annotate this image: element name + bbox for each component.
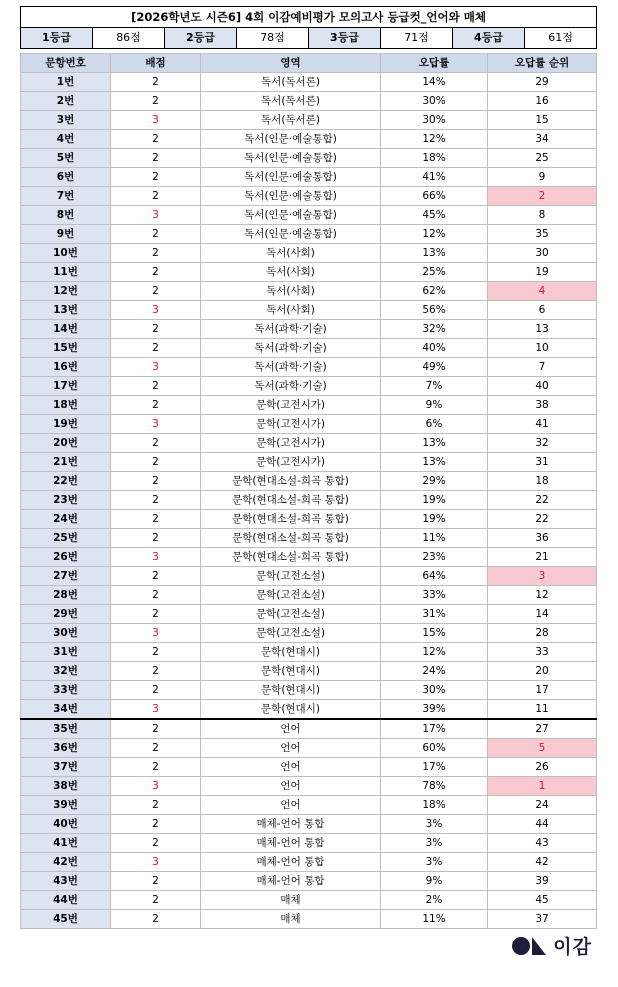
- points-cell: 2: [111, 910, 201, 929]
- grade-score: 71점: [381, 28, 453, 49]
- question-number-cell: 32번: [21, 662, 111, 681]
- table-row: [21, 206, 597, 225]
- points-cell: 2: [111, 320, 201, 339]
- error-rate-cell: 66%: [381, 187, 488, 206]
- error-rank-cell: 39: [488, 872, 597, 891]
- table-row: [21, 187, 597, 206]
- error-rate-cell: 14%: [381, 73, 488, 92]
- question-number-cell: 1번: [21, 73, 111, 92]
- error-rank-cell: 5: [488, 739, 597, 758]
- question-number-cell: 43번: [21, 872, 111, 891]
- question-number-cell: 2번: [21, 92, 111, 111]
- points-cell: 2: [111, 719, 201, 739]
- table-row: [21, 472, 597, 491]
- table-row: [21, 681, 597, 700]
- question-number-cell: 21번: [21, 453, 111, 472]
- table-row: [21, 320, 597, 339]
- error-rank-cell: 22: [488, 510, 597, 529]
- error-rate-cell: 32%: [381, 320, 488, 339]
- question-number-cell: 45번: [21, 910, 111, 929]
- area-cell: 매체-언어 통합: [201, 815, 381, 834]
- area-cell: 독서(과학·기술): [201, 377, 381, 396]
- error-rate-cell: 64%: [381, 567, 488, 586]
- points-cell: 2: [111, 834, 201, 853]
- area-cell: 독서(과학·기술): [201, 339, 381, 358]
- table-row: [21, 149, 597, 168]
- error-rate-cell: 39%: [381, 700, 488, 720]
- error-rate-cell: 2%: [381, 891, 488, 910]
- area-cell: 독서(사회): [201, 244, 381, 263]
- error-rank-cell: 6: [488, 301, 597, 320]
- error-rank-cell: 3: [488, 567, 597, 586]
- question-number-cell: 28번: [21, 586, 111, 605]
- error-rank-cell: 8: [488, 206, 597, 225]
- area-cell: 매체: [201, 910, 381, 929]
- area-cell: 독서(인문·예술통합): [201, 130, 381, 149]
- table-row: [21, 73, 597, 92]
- question-number-cell: 22번: [21, 472, 111, 491]
- area-cell: 독서(사회): [201, 263, 381, 282]
- table-row: [21, 358, 597, 377]
- question-number-cell: 7번: [21, 187, 111, 206]
- error-rate-cell: 12%: [381, 130, 488, 149]
- points-cell: 2: [111, 681, 201, 700]
- area-cell: 매체-언어 통합: [201, 872, 381, 891]
- question-number-cell: 39번: [21, 796, 111, 815]
- area-cell: 독서(사회): [201, 301, 381, 320]
- points-cell: 3: [111, 624, 201, 643]
- question-number-cell: 25번: [21, 529, 111, 548]
- error-rate-cell: 12%: [381, 643, 488, 662]
- error-rate-cell: 41%: [381, 168, 488, 187]
- column-header: 문항번호: [21, 54, 111, 73]
- area-cell: 독서(인문·예술통합): [201, 168, 381, 187]
- table-row: [21, 872, 597, 891]
- error-rate-cell: 62%: [381, 282, 488, 301]
- table-row: [21, 92, 597, 111]
- grade-score: 78점: [237, 28, 309, 49]
- column-header: 영역: [201, 54, 381, 73]
- logo-text: 이감: [553, 936, 592, 958]
- area-cell: 독서(독서론): [201, 92, 381, 111]
- points-cell: 2: [111, 339, 201, 358]
- table-row: [21, 834, 597, 853]
- table-row: [21, 910, 597, 929]
- area-cell: 문학(현대소설-희곡 통합): [201, 510, 381, 529]
- error-rank-cell: 26: [488, 758, 597, 777]
- error-rank-cell: 43: [488, 834, 597, 853]
- error-rate-cell: 12%: [381, 225, 488, 244]
- error-rate-cell: 33%: [381, 586, 488, 605]
- points-cell: 2: [111, 149, 201, 168]
- question-number-cell: 12번: [21, 282, 111, 301]
- error-rate-cell: 30%: [381, 111, 488, 130]
- points-cell: 3: [111, 301, 201, 320]
- error-rank-cell: 17: [488, 681, 597, 700]
- error-rate-cell: 9%: [381, 396, 488, 415]
- points-cell: 3: [111, 777, 201, 796]
- error-rank-cell: 21: [488, 548, 597, 567]
- points-cell: 2: [111, 453, 201, 472]
- error-rate-cell: 6%: [381, 415, 488, 434]
- error-rate-cell: 40%: [381, 339, 488, 358]
- area-cell: 문학(고전시가): [201, 396, 381, 415]
- points-cell: 2: [111, 643, 201, 662]
- error-rank-cell: 30: [488, 244, 597, 263]
- error-rate-cell: 9%: [381, 872, 488, 891]
- error-rate-cell: 30%: [381, 681, 488, 700]
- column-header: 오답률: [381, 54, 488, 73]
- error-rank-cell: 15: [488, 111, 597, 130]
- error-rank-cell: 18: [488, 472, 597, 491]
- table-row: [21, 339, 597, 358]
- error-rank-cell: 34: [488, 130, 597, 149]
- table-row: [21, 415, 597, 434]
- table-row: [21, 624, 597, 643]
- error-rank-cell: 42: [488, 853, 597, 872]
- error-rank-cell: 29: [488, 73, 597, 92]
- question-number-cell: 23번: [21, 491, 111, 510]
- grade-cut-row: [21, 28, 597, 49]
- table-row: [21, 853, 597, 872]
- table-row: [21, 282, 597, 301]
- table-row: [21, 815, 597, 834]
- grade-label: 2등급: [165, 28, 237, 49]
- table-row: [21, 244, 597, 263]
- error-rank-cell: 36: [488, 529, 597, 548]
- question-number-cell: 6번: [21, 168, 111, 187]
- points-cell: 2: [111, 796, 201, 815]
- points-cell: 3: [111, 853, 201, 872]
- error-rate-cell: 18%: [381, 796, 488, 815]
- error-rate-cell: 13%: [381, 453, 488, 472]
- table-row: [21, 529, 597, 548]
- area-cell: 언어: [201, 758, 381, 777]
- area-cell: 독서(과학·기술): [201, 358, 381, 377]
- table-row: [21, 662, 597, 681]
- table-row: [21, 510, 597, 529]
- table-row: [21, 739, 597, 758]
- grade-label: 3등급: [309, 28, 381, 49]
- points-cell: 2: [111, 434, 201, 453]
- table-row: [21, 567, 597, 586]
- grade-score: 86점: [93, 28, 165, 49]
- area-cell: 독서(인문·예술통합): [201, 187, 381, 206]
- points-cell: 2: [111, 263, 201, 282]
- question-number-cell: 34번: [21, 700, 111, 720]
- error-rank-cell: 1: [488, 777, 597, 796]
- area-cell: 문학(현대시): [201, 681, 381, 700]
- error-rate-cell: 7%: [381, 377, 488, 396]
- igam-logo-icon: [511, 936, 547, 956]
- points-cell: 3: [111, 358, 201, 377]
- error-rate-cell: 3%: [381, 853, 488, 872]
- question-number-cell: 33번: [21, 681, 111, 700]
- error-rate-cell: 19%: [381, 510, 488, 529]
- grade-label: 4등급: [453, 28, 525, 49]
- points-cell: 2: [111, 244, 201, 263]
- area-cell: 독서(인문·예술통합): [201, 206, 381, 225]
- page-title: [2026학년도 시즌6] 4회 이감예비평가 모의고사 등급컷_언어와 매체: [21, 7, 597, 28]
- error-rank-cell: 31: [488, 453, 597, 472]
- error-rank-cell: 44: [488, 815, 597, 834]
- error-rate-cell: 17%: [381, 719, 488, 739]
- area-cell: 문학(현대시): [201, 700, 381, 720]
- error-rank-cell: 12: [488, 586, 597, 605]
- area-cell: 문학(고전시가): [201, 453, 381, 472]
- points-cell: 2: [111, 130, 201, 149]
- error-rate-cell: 13%: [381, 244, 488, 263]
- question-number-cell: 27번: [21, 567, 111, 586]
- points-cell: 2: [111, 739, 201, 758]
- error-rank-cell: 33: [488, 643, 597, 662]
- error-rank-cell: 4: [488, 282, 597, 301]
- table-row: [21, 586, 597, 605]
- table-row: [21, 396, 597, 415]
- question-number-cell: 20번: [21, 434, 111, 453]
- points-cell: 2: [111, 187, 201, 206]
- area-cell: 문학(고전소설): [201, 586, 381, 605]
- area-cell: 언어: [201, 739, 381, 758]
- points-cell: 2: [111, 586, 201, 605]
- area-cell: 언어: [201, 719, 381, 739]
- error-rate-cell: 18%: [381, 149, 488, 168]
- error-rank-cell: 16: [488, 92, 597, 111]
- question-number-cell: 10번: [21, 244, 111, 263]
- question-number-cell: 16번: [21, 358, 111, 377]
- error-rate-cell: 60%: [381, 739, 488, 758]
- area-cell: 독서(독서론): [201, 73, 381, 92]
- area-cell: 매체-언어 통합: [201, 853, 381, 872]
- error-rank-cell: 9: [488, 168, 597, 187]
- error-rate-cell: 3%: [381, 834, 488, 853]
- area-cell: 문학(현대소설-희곡 통합): [201, 491, 381, 510]
- error-rate-cell: 23%: [381, 548, 488, 567]
- error-rank-cell: 38: [488, 396, 597, 415]
- table-row: [21, 301, 597, 320]
- points-cell: 3: [111, 111, 201, 130]
- area-cell: 문학(고전시가): [201, 415, 381, 434]
- question-number-cell: 18번: [21, 396, 111, 415]
- points-cell: 2: [111, 815, 201, 834]
- question-number-cell: 44번: [21, 891, 111, 910]
- error-rank-cell: 45: [488, 891, 597, 910]
- table-row: [21, 263, 597, 282]
- points-cell: 2: [111, 529, 201, 548]
- error-rank-cell: 28: [488, 624, 597, 643]
- question-number-cell: 11번: [21, 263, 111, 282]
- column-header: 오답률 순위: [488, 54, 597, 73]
- question-number-cell: 24번: [21, 510, 111, 529]
- error-rate-cell: 29%: [381, 472, 488, 491]
- error-rank-cell: 32: [488, 434, 597, 453]
- points-cell: 2: [111, 282, 201, 301]
- error-rate-cell: 11%: [381, 910, 488, 929]
- question-number-cell: 40번: [21, 815, 111, 834]
- error-rank-cell: 25: [488, 149, 597, 168]
- table-row: [21, 643, 597, 662]
- error-rank-cell: 40: [488, 377, 597, 396]
- area-cell: 독서(사회): [201, 282, 381, 301]
- table-row: [21, 758, 597, 777]
- table-row: [21, 453, 597, 472]
- area-cell: 독서(인문·예술통합): [201, 149, 381, 168]
- area-cell: 문학(현대시): [201, 662, 381, 681]
- brand-logo: [511, 932, 592, 959]
- error-rank-cell: 13: [488, 320, 597, 339]
- question-number-cell: 29번: [21, 605, 111, 624]
- points-cell: 2: [111, 510, 201, 529]
- error-rate-cell: 19%: [381, 491, 488, 510]
- error-rate-cell: 78%: [381, 777, 488, 796]
- error-rate-cell: 31%: [381, 605, 488, 624]
- question-number-cell: 36번: [21, 739, 111, 758]
- error-rank-cell: 19: [488, 263, 597, 282]
- table-row: [21, 168, 597, 187]
- points-cell: 2: [111, 491, 201, 510]
- points-cell: 3: [111, 700, 201, 720]
- area-cell: 언어: [201, 796, 381, 815]
- table-row: [21, 111, 597, 130]
- error-rate-cell: 15%: [381, 624, 488, 643]
- question-number-cell: 38번: [21, 777, 111, 796]
- points-cell: 2: [111, 662, 201, 681]
- points-cell: 2: [111, 225, 201, 244]
- table-row: [21, 548, 597, 567]
- table-row: [21, 377, 597, 396]
- table-body: [21, 73, 597, 929]
- grade-score: 61점: [525, 28, 597, 49]
- points-cell: 2: [111, 472, 201, 491]
- question-number-cell: 41번: [21, 834, 111, 853]
- points-cell: 2: [111, 92, 201, 111]
- table-row: [21, 130, 597, 149]
- question-number-cell: 31번: [21, 643, 111, 662]
- points-cell: 2: [111, 605, 201, 624]
- area-cell: 문학(고전소설): [201, 624, 381, 643]
- table-row: [21, 225, 597, 244]
- points-cell: 3: [111, 548, 201, 567]
- question-number-cell: 19번: [21, 415, 111, 434]
- question-number-cell: 30번: [21, 624, 111, 643]
- error-rank-cell: 2: [488, 187, 597, 206]
- points-cell: 2: [111, 891, 201, 910]
- question-number-cell: 5번: [21, 149, 111, 168]
- table-row: [21, 777, 597, 796]
- points-cell: 2: [111, 758, 201, 777]
- area-cell: 문학(고전시가): [201, 434, 381, 453]
- table-row: [21, 491, 597, 510]
- area-cell: 문학(현대소설-희곡 통합): [201, 472, 381, 491]
- error-rate-cell: 49%: [381, 358, 488, 377]
- question-number-cell: 8번: [21, 206, 111, 225]
- area-cell: 매체-언어 통합: [201, 834, 381, 853]
- error-rank-cell: 22: [488, 491, 597, 510]
- error-rate-cell: 11%: [381, 529, 488, 548]
- error-rate-cell: 45%: [381, 206, 488, 225]
- error-rate-cell: 25%: [381, 263, 488, 282]
- question-number-cell: 26번: [21, 548, 111, 567]
- error-rate-cell: 24%: [381, 662, 488, 681]
- points-cell: 2: [111, 73, 201, 92]
- question-number-cell: 37번: [21, 758, 111, 777]
- question-number-cell: 42번: [21, 853, 111, 872]
- area-cell: 문학(고전소설): [201, 605, 381, 624]
- question-stats-table: [20, 53, 597, 929]
- area-cell: 문학(현대시): [201, 643, 381, 662]
- area-cell: 언어: [201, 777, 381, 796]
- error-rank-cell: 27: [488, 719, 597, 739]
- table-row: [21, 434, 597, 453]
- error-rank-cell: 20: [488, 662, 597, 681]
- area-cell: 독서(인문·예술통합): [201, 225, 381, 244]
- area-cell: 문학(고전소설): [201, 567, 381, 586]
- points-cell: 3: [111, 415, 201, 434]
- error-rate-cell: 3%: [381, 815, 488, 834]
- error-rate-cell: 56%: [381, 301, 488, 320]
- error-rank-cell: 37: [488, 910, 597, 929]
- grade-cut-table: [20, 6, 597, 49]
- points-cell: 2: [111, 396, 201, 415]
- table-row: [21, 605, 597, 624]
- table-row: [21, 700, 597, 720]
- table-row: [21, 891, 597, 910]
- error-rank-cell: 14: [488, 605, 597, 624]
- question-number-cell: 13번: [21, 301, 111, 320]
- points-cell: 2: [111, 567, 201, 586]
- error-rank-cell: 35: [488, 225, 597, 244]
- area-cell: 독서(과학·기술): [201, 320, 381, 339]
- error-rank-cell: 24: [488, 796, 597, 815]
- points-cell: 2: [111, 168, 201, 187]
- question-number-cell: 35번: [21, 719, 111, 739]
- table-header-row: [21, 54, 597, 73]
- table-row: [21, 719, 597, 739]
- points-cell: 3: [111, 206, 201, 225]
- area-cell: 매체: [201, 891, 381, 910]
- question-number-cell: 15번: [21, 339, 111, 358]
- points-cell: 2: [111, 377, 201, 396]
- error-rate-cell: 17%: [381, 758, 488, 777]
- area-cell: 문학(현대소설-희곡 통합): [201, 529, 381, 548]
- area-cell: 문학(현대소설-희곡 통합): [201, 548, 381, 567]
- error-rank-cell: 41: [488, 415, 597, 434]
- area-cell: 독서(독서론): [201, 111, 381, 130]
- grade-label: 1등급: [21, 28, 93, 49]
- question-number-cell: 4번: [21, 130, 111, 149]
- question-number-cell: 3번: [21, 111, 111, 130]
- question-number-cell: 9번: [21, 225, 111, 244]
- error-rate-cell: 13%: [381, 434, 488, 453]
- table-row: [21, 796, 597, 815]
- question-number-cell: 14번: [21, 320, 111, 339]
- error-rank-cell: 7: [488, 358, 597, 377]
- points-cell: 2: [111, 872, 201, 891]
- column-header: 배점: [111, 54, 201, 73]
- error-rate-cell: 30%: [381, 92, 488, 111]
- error-rank-cell: 10: [488, 339, 597, 358]
- error-rank-cell: 11: [488, 700, 597, 720]
- question-number-cell: 17번: [21, 377, 111, 396]
